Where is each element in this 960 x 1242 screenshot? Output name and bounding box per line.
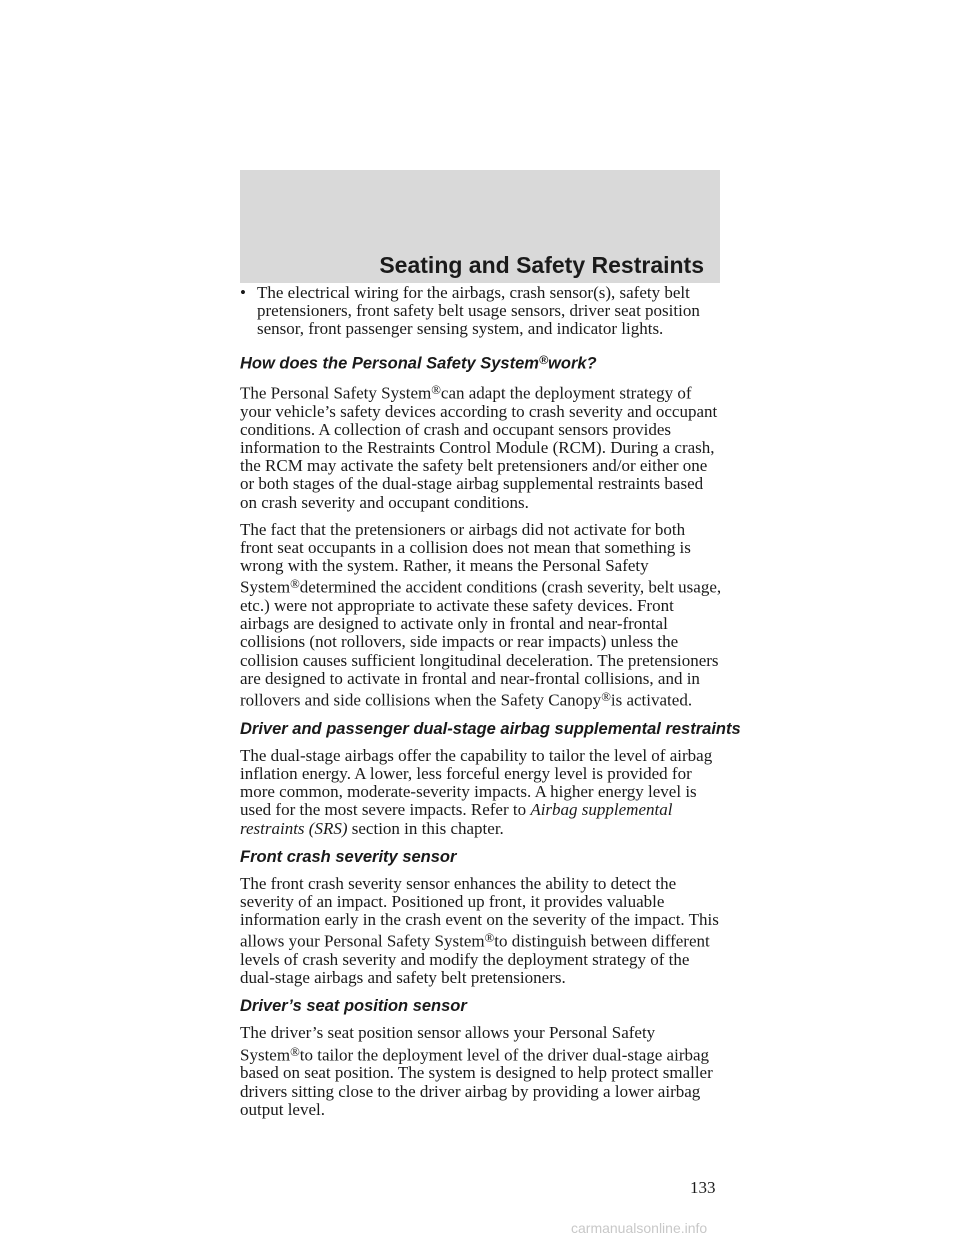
heading-how-it-works: How does the Personal Safety System®work? xyxy=(240,352,597,372)
cross-reference: Airbag supplemental restraints (SRS) xyxy=(240,800,673,838)
paragraph-how-it-works-2: The fact that the pretensioners or airbags did not activate for both front seat occupants in a collision does not mean that something is wrong with the system. Rather, it means the Personal Safety System®determined the accident conditions (crash severity, belt usage, etc.) were not appropriate to activate these safety devices. Front airbags are designed to activate only in frontal and near-frontal collisions (not rollovers, side impacts or rear impacts) unless the collision causes sufficient longitudinal deceleration. The pretensioners are designed to activate in frontal and near-frontal collisions, and in rollovers and side collisions when the Safety Canopy®is activated. xyxy=(240,519,722,710)
registered-mark: ® xyxy=(601,690,611,705)
bullet-icon: • xyxy=(240,283,246,302)
paragraph-seat-sensor: The driver’s seat position sensor allows your Personal Safety System®to tailor the deployment level of the driver dual-stage airbag based on seat position. The system is designed to help protect smaller drivers sitting close to the driver airbag by providing a lower airbag output level. xyxy=(240,1023,713,1119)
section-header-band xyxy=(240,170,720,283)
bullet-item xyxy=(240,284,722,339)
watermark: carmanualsonline.info xyxy=(571,1220,708,1236)
registered-mark: ® xyxy=(290,577,300,592)
heading-dual-stage: Driver and passenger dual-stage airbag supplemental restraints xyxy=(240,719,741,738)
registered-mark: ® xyxy=(431,382,441,397)
registered-mark: ® xyxy=(484,931,495,946)
section-title: Seating and Safety Restraints xyxy=(379,252,704,278)
registered-mark: ® xyxy=(538,352,549,367)
paragraph-crash-sensor: The front crash severity sensor enhances the ability to detect the severity of an impact. Positioned up front, it provides valuable information early in the crash event on the severity of the impact. This allows your Personal Safety System®to distinguish between different levels of crash severity and modify the deployment strategy of the dual-stage airbags and safety belt pretensioners. xyxy=(240,873,719,988)
paragraph-dual-stage: The dual-stage airbags offer the capability to tailor the level of airbag inflation energy. A lower, less forceful energy level is provided for more common, moderate-severity impacts. A higher energy level is used for the most severe impacts. Refer to Airbag supplemental restraints (SRS) section in this chapter. xyxy=(240,745,713,838)
heading-crash-sensor: Front crash severity sensor xyxy=(240,847,457,866)
registered-mark: ® xyxy=(290,1044,300,1059)
page-number: 133 xyxy=(690,1178,716,1197)
heading-seat-sensor: Driver’s seat position sensor xyxy=(240,997,467,1016)
bullet-text: The electrical wiring for the airbags, crash sensor(s), safety belt pretensioners, front safety belt usage sensors, driver seat position sensor, front passenger sensing system, and indicator lights. xyxy=(257,283,700,339)
page-content xyxy=(240,283,741,1128)
paragraph-how-it-works-1: The Personal Safety System®can adapt the deployment strategy of your vehicle’s safety devices according to crash severity and occupant conditions. A collection of crash and occupant sensors provides information to the Restraints Control Module (RCM). During a crash, the RCM may activate the safety belt pretensioners and/or either one or both stages of the dual-stage airbag supplemental restraints based on crash severity and occupant conditions. xyxy=(240,382,718,512)
